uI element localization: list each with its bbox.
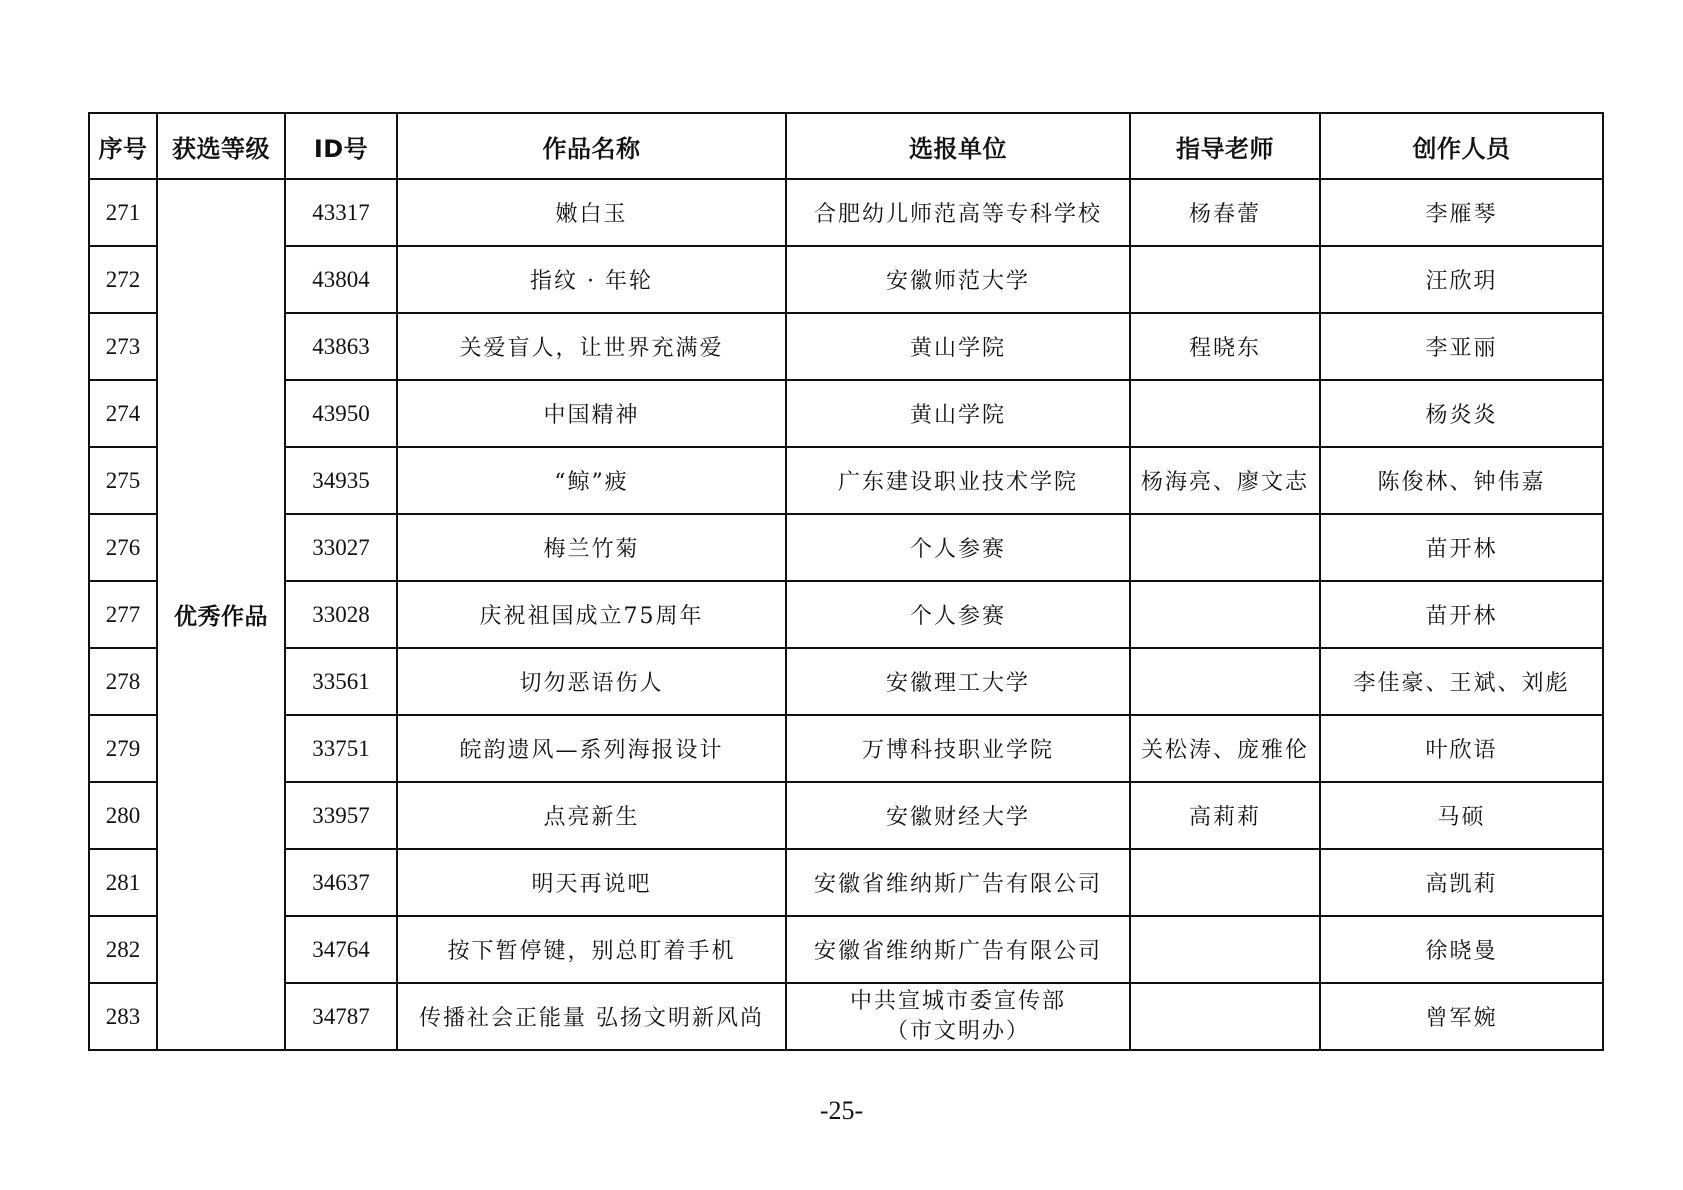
cell-unit: 合肥幼儿师范高等专科学校 (786, 179, 1130, 246)
cell-teacher: 杨春蕾 (1130, 179, 1320, 246)
cell-id: 34637 (285, 849, 397, 916)
cell-id: 33751 (285, 715, 397, 782)
cell-work: 关爱盲人，让世界充满爱 (397, 313, 786, 380)
cell-id: 43950 (285, 380, 397, 447)
cell-unit: 安徽省维纳斯广告有限公司 (786, 849, 1130, 916)
cell-id: 43804 (285, 246, 397, 313)
header-creator: 创作人员 (1320, 113, 1603, 179)
cell-unit-line: 中共宣城市委宣传部 (849, 988, 1066, 1014)
header-work: 作品名称 (397, 113, 786, 179)
cell-seq: 274 (89, 380, 157, 447)
cell-seq: 280 (89, 782, 157, 849)
table-row (89, 715, 1603, 782)
cell-creator: 陈俊林、钟伟嘉 (1320, 447, 1603, 514)
page-number: -25- (819, 1096, 864, 1125)
cell-id: 43317 (285, 179, 397, 246)
cell-id: 33957 (285, 782, 397, 849)
cell-creator: 叶欣语 (1320, 715, 1603, 782)
cell-creator: 李佳豪、王斌、刘彪 (1320, 648, 1603, 715)
header-seq: 序号 (89, 113, 157, 179)
cell-teacher: 高莉莉 (1130, 782, 1320, 849)
cell-teacher (1130, 916, 1320, 983)
table-row (89, 648, 1603, 715)
table-row (89, 246, 1603, 313)
cell-unit: 广东建设职业技术学院 (786, 447, 1130, 514)
cell-work: 按下暂停键，别总盯着手机 (397, 916, 786, 983)
award-table (88, 112, 1604, 1051)
cell-work: “鲸”疲 (397, 447, 786, 514)
cell-teacher (1130, 380, 1320, 447)
cell-creator: 李雁琴 (1320, 179, 1603, 246)
table-row (89, 581, 1603, 648)
cell-unit: 个人参赛 (786, 581, 1130, 648)
cell-seq: 272 (89, 246, 157, 313)
header-id: ID号 (285, 113, 397, 179)
cell-unit: 安徽财经大学 (786, 782, 1130, 849)
cell-teacher (1130, 983, 1320, 1050)
cell-work: 嫩白玉 (397, 179, 786, 246)
cell-teacher (1130, 581, 1320, 648)
cell-id: 43863 (285, 313, 397, 380)
cell-work: 明天再说吧 (397, 849, 786, 916)
table-row (89, 849, 1603, 916)
cell-work: 切勿恶语伤人 (397, 648, 786, 715)
cell-creator: 徐晓曼 (1320, 916, 1603, 983)
cell-teacher (1130, 246, 1320, 313)
cell-work: 皖韵遗风—系列海报设计 (397, 715, 786, 782)
cell-unit: 安徽师范大学 (786, 246, 1130, 313)
cell-id: 34787 (285, 983, 397, 1050)
cell-creator: 杨炎炎 (1320, 380, 1603, 447)
cell-seq: 271 (89, 179, 157, 246)
cell-work: 传播社会正能量 弘扬文明新风尚 (397, 983, 786, 1050)
cell-unit: 个人参赛 (786, 514, 1130, 581)
cell-teacher (1130, 849, 1320, 916)
cell-id: 33027 (285, 514, 397, 581)
cell-seq: 282 (89, 916, 157, 983)
cell-creator: 高凯莉 (1320, 849, 1603, 916)
table-row (89, 782, 1603, 849)
cell-work: 指纹 · 年轮 (397, 246, 786, 313)
cell-seq: 281 (89, 849, 157, 916)
cell-teacher: 杨海亮、廖文志 (1130, 447, 1320, 514)
cell-seq: 283 (89, 983, 157, 1050)
header-teacher: 指导老师 (1130, 113, 1320, 179)
cell-creator: 马硕 (1320, 782, 1603, 849)
cell-unit: 万博科技职业学院 (786, 715, 1130, 782)
cell-creator: 李亚丽 (1320, 313, 1603, 380)
cell-seq: 273 (89, 313, 157, 380)
table-row (89, 447, 1603, 514)
table-row (89, 380, 1603, 447)
cell-work: 庆祝祖国成立75周年 (397, 581, 786, 648)
cell-unit-line: （市文明办） (885, 1018, 1030, 1044)
cell-creator: 苗开林 (1320, 581, 1603, 648)
cell-teacher (1130, 648, 1320, 715)
table-row (89, 916, 1603, 983)
cell-unit (786, 983, 1130, 1050)
cell-id: 33561 (285, 648, 397, 715)
cell-teacher: 程晓东 (1130, 313, 1320, 380)
header-level: 获选等级 (157, 113, 285, 179)
cell-id: 34935 (285, 447, 397, 514)
cell-seq: 279 (89, 715, 157, 782)
cell-teacher: 关松涛、庞雅伦 (1130, 715, 1320, 782)
cell-work: 中国精神 (397, 380, 786, 447)
table-row (89, 313, 1603, 380)
cell-work: 梅兰竹菊 (397, 514, 786, 581)
cell-seq: 277 (89, 581, 157, 648)
cell-seq: 276 (89, 514, 157, 581)
cell-creator: 汪欣玥 (1320, 246, 1603, 313)
cell-unit: 安徽省维纳斯广告有限公司 (786, 916, 1130, 983)
table-row (89, 179, 1603, 246)
header-unit: 选报单位 (786, 113, 1130, 179)
cell-seq: 278 (89, 648, 157, 715)
cell-level: 优秀作品 (157, 179, 285, 1050)
cell-id: 34764 (285, 916, 397, 983)
table-header-row (89, 113, 1603, 179)
cell-unit: 安徽理工大学 (786, 648, 1130, 715)
cell-unit: 黄山学院 (786, 380, 1130, 447)
cell-seq: 275 (89, 447, 157, 514)
table-row (89, 514, 1603, 581)
cell-work: 点亮新生 (397, 782, 786, 849)
cell-creator: 苗开林 (1320, 514, 1603, 581)
table-row (89, 983, 1603, 1050)
cell-teacher (1130, 514, 1320, 581)
cell-id: 33028 (285, 581, 397, 648)
cell-unit: 黄山学院 (786, 313, 1130, 380)
cell-creator: 曾军婉 (1320, 983, 1603, 1050)
